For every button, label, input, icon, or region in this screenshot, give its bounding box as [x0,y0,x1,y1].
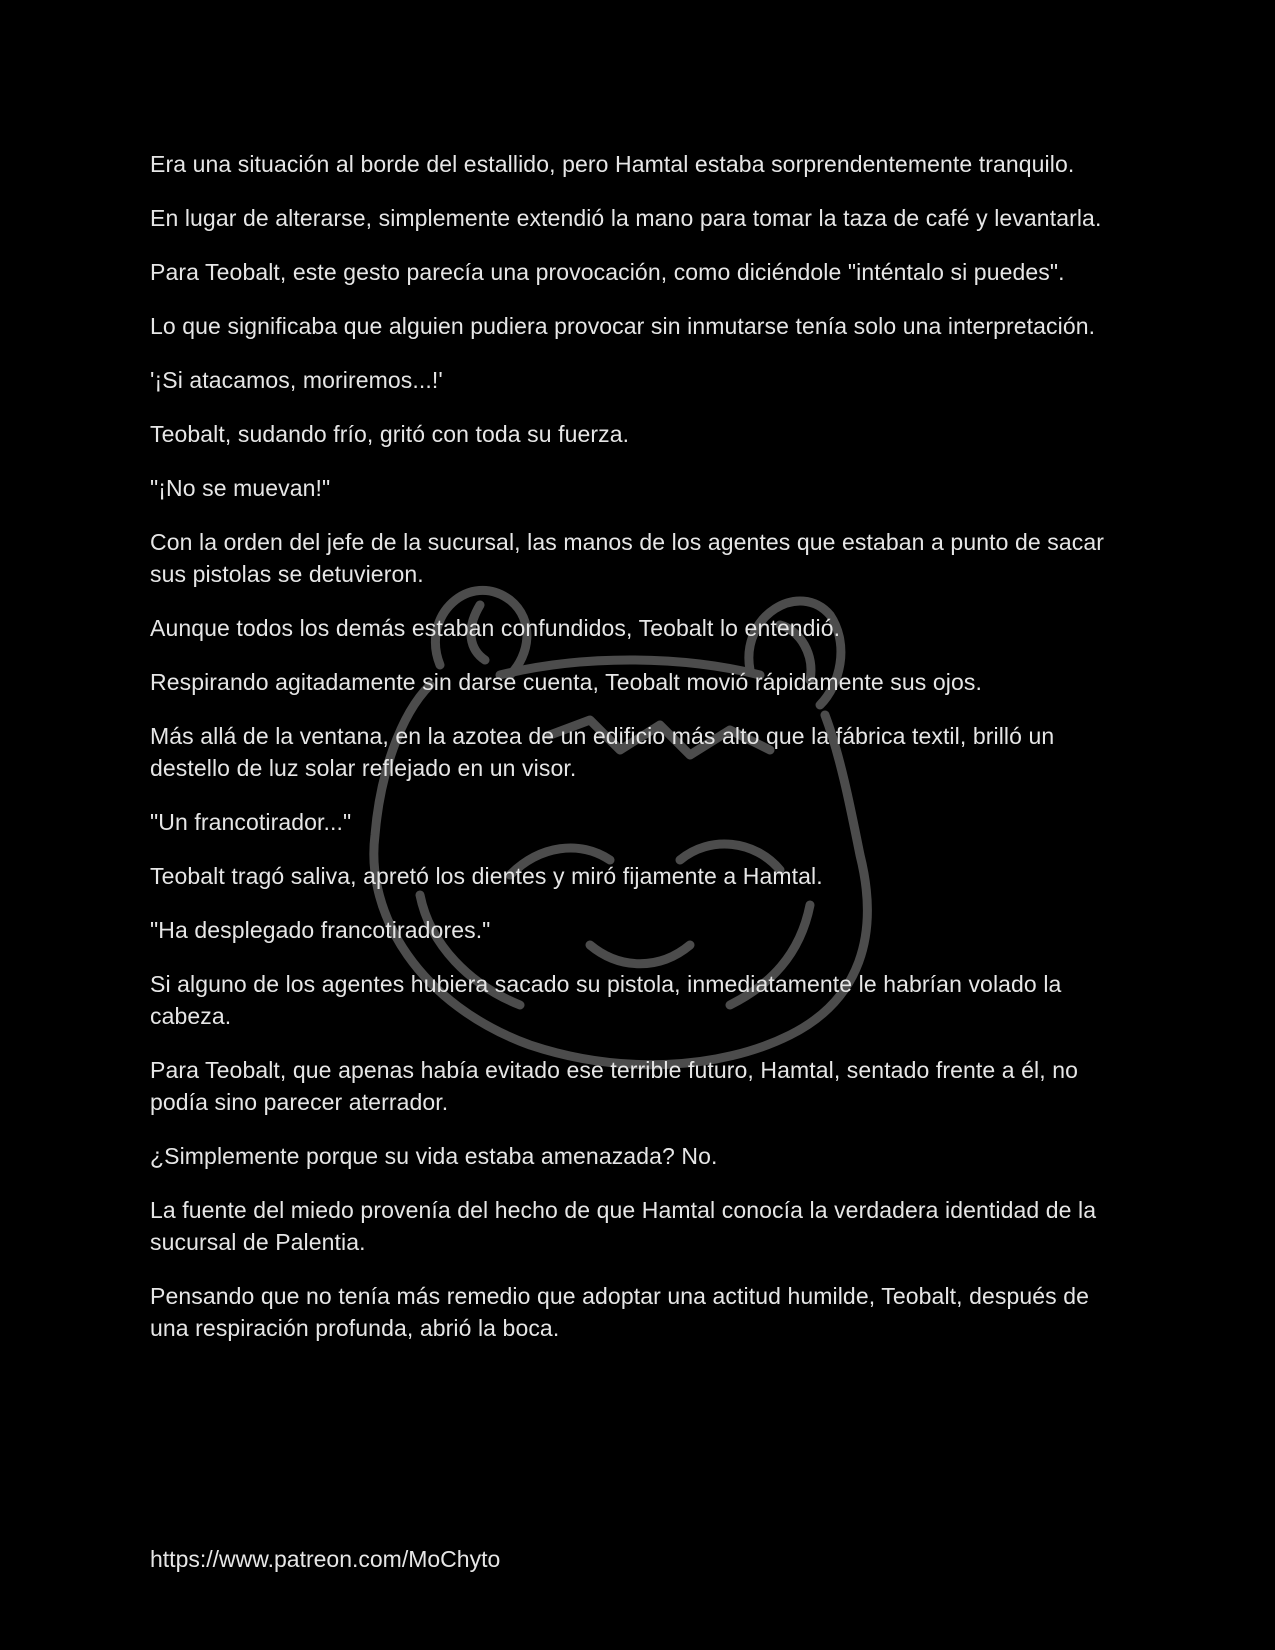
paragraph: "Ha desplegado francotiradores." [150,917,491,943]
document-body [150,148,1130,1366]
paragraph: Era una situación al borde del estallido, pero Hamtal estaba sorprendentemente tranquilo. [150,151,1075,177]
paragraph: ¿Simplemente porque su vida estaba amenazada? No. [150,1143,718,1169]
paragraph: '¡Si atacamos, moriremos...!' [150,367,443,393]
paragraph: Respirando agitadamente sin darse cuenta, Teobalt movió rápidamente sus ojos. [150,669,982,695]
paragraph: Si alguno de los agentes hubiera sacado su pistola, inmediatamente le habrían volado la cabeza. [150,971,1062,1029]
paragraph: Teobalt tragó saliva, apretó los dientes y miró fijamente a Hamtal. [150,863,823,889]
paragraph: "Un francotirador..." [150,809,352,835]
paragraph: Pensando que no tenía más remedio que adoptar una actitud humilde, Teobalt, después de una respiración profunda, abrió la boca. [150,1283,1090,1341]
paragraph: Para Teobalt, que apenas había evitado ese terrible futuro, Hamtal, sentado frente a él, no podía sino parecer aterrador. [150,1057,1078,1115]
paragraph: Más allá de la ventana, en la azotea de un edificio más alto que la fábrica textil, brilló un destello de luz solar reflejado en un visor. [150,723,1055,781]
paragraph: Para Teobalt, este gesto parecía una provocación, como diciéndole "inténtalo si puedes". [150,259,1065,285]
patreon-link[interactable]: https://www.patreon.com/MoChyto [150,1546,501,1572]
paragraph: Lo que significaba que alguien pudiera provocar sin inmutarse tenía solo una interpretación. [150,313,1096,339]
paragraph: En lugar de alterarse, simplemente extendió la mano para tomar la taza de café y levantarla. [150,205,1102,231]
paragraph: La fuente del miedo provenía del hecho de que Hamtal conocía la verdadera identidad de la sucursal de Palentia. [150,1197,1097,1255]
paragraph: "¡No se muevan!" [150,475,331,501]
paragraph: Aunque todos los demás estaban confundidos, Teobalt lo entendió. [150,615,841,641]
paragraph: Con la orden del jefe de la sucursal, las manos de los agentes que estaban a punto de sacar sus pistolas se detuvieron. [150,529,1104,587]
paragraph: Teobalt, sudando frío, gritó con toda su fuerza. [150,421,630,447]
